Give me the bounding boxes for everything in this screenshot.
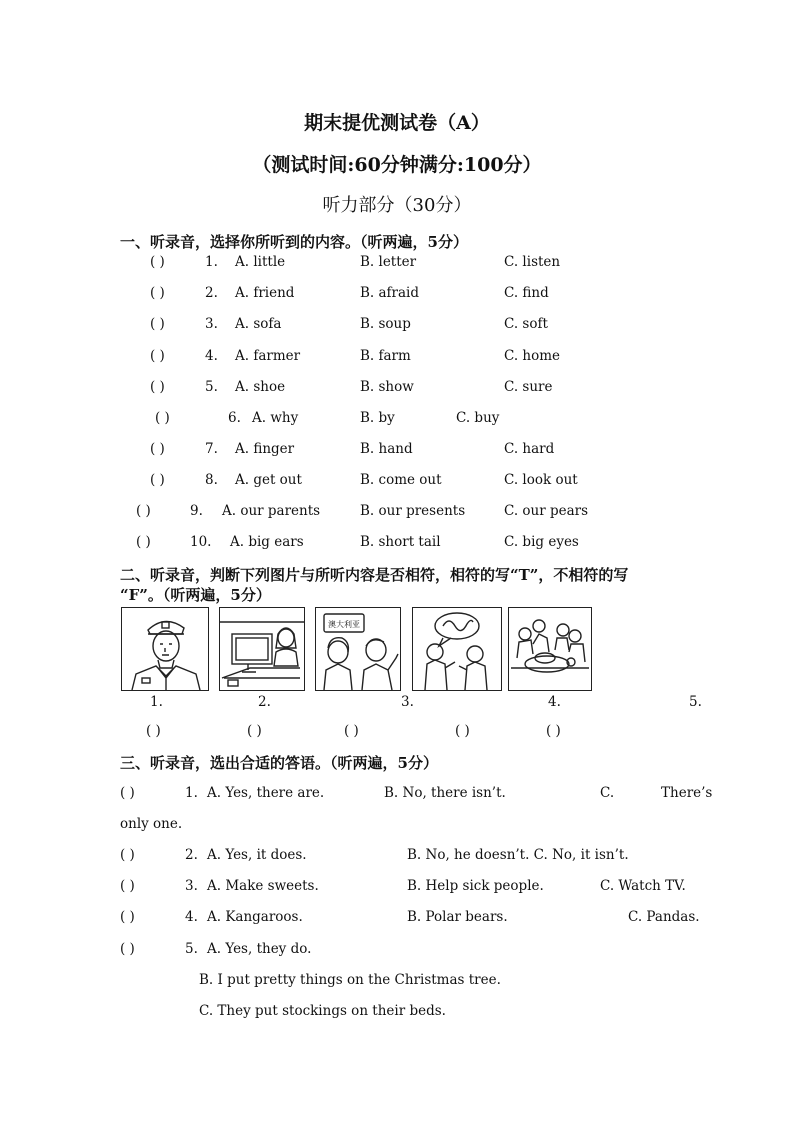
s1-q9-option-b: B. our presents [360,503,466,519]
s1-q1-option-b: B. letter [360,254,417,270]
s3-q3-num: 3. [185,878,198,894]
s3-q1-paren[interactable]: ( ) [120,785,135,801]
s1-q8-num: 8. [205,472,218,488]
s3-q4-option-b: B. Polar bears. [407,909,508,925]
s3-q1-num: 1. [185,785,198,801]
s1-q10-paren[interactable]: ( ) [136,534,151,550]
section2-heading-line1: 二、听录音，判断下列图片与所听内容是否相符，相符的写“T”，不相符的写 [120,566,629,584]
s1-q7-paren[interactable]: ( ) [150,441,165,457]
s1-q10-option-c: C. big eyes [504,534,579,550]
section3-heading: 三、听录音，选出合适的答语。（听两遍，5分） [120,754,438,772]
s1-q1-num: 1. [205,254,218,270]
s1-q7-option-c: C. hard [504,441,555,457]
s3-q1-option-c-text: There’s [661,785,713,801]
section1-heading: 一、听录音，选择你所听到的内容。（听两遍，5分） [120,233,468,251]
s1-q10-option-a: A. big ears [230,534,304,550]
s3-q2-paren[interactable]: ( ) [120,847,135,863]
s1-q10-num: 10. [190,534,212,550]
s1-q8-option-b: B. come out [360,472,442,488]
s1-q3-option-c: C. soft [504,316,548,332]
s1-q2-num: 2. [205,285,218,301]
picture-3-australia [315,607,401,691]
page-title: 期末提优测试卷（A） [304,112,490,134]
picture-number-3: 3. [401,694,414,710]
section2-heading-line2: “F”。（听两遍，5分） [120,586,271,604]
s1-q4-option-c: C. home [504,348,561,364]
picture-2-computer [219,607,305,691]
s3-q1-option-c: C. [600,785,615,801]
s1-q8-paren[interactable]: ( ) [150,472,165,488]
s3-q5-option-b: B. I put pretty things on the Christmas tree. [199,972,501,988]
s1-q9-num: 9. [190,503,203,519]
s1-q8-option-c: C. look out [504,472,578,488]
picture-number-5: 5. [689,694,702,710]
s1-q1-option-a: A. little [235,254,286,270]
s3-q5-option-c: C. They put stockings on their beds. [199,1003,446,1019]
s3-q3-option-a: A. Make sweets. [207,878,319,894]
picture-5-family-dinner [508,607,592,691]
s1-q7-option-b: B. hand [360,441,413,457]
s3-q1-continuation: only one. [120,816,183,832]
s1-q9-option-c: C. our pears [504,503,589,519]
s1-q4-num: 4. [205,348,218,364]
s3-q5-option-a: A. Yes, they do. [207,941,312,957]
s1-q1-option-c: C. listen [504,254,561,270]
s1-q5-paren[interactable]: ( ) [150,379,165,395]
s1-q6-num: 6. [228,410,241,426]
s1-q3-option-a: A. sofa [235,316,282,332]
s1-q6-option-a: A. why [252,410,299,426]
page-subtitle: （测试时间:60分钟满分:100分） [252,154,542,176]
s1-q8-option-a: A. get out [235,472,302,488]
s1-q5-option-b: B. show [360,379,414,395]
s1-q7-num: 7. [205,441,218,457]
s1-q6-option-c: C. buy [456,410,500,426]
picture-number-2: 2. [258,694,271,710]
s3-q2-num: 2. [185,847,198,863]
picture-number-4: 4. [548,694,561,710]
answer-blank-1[interactable]: ( ) [146,723,161,739]
s1-q5-num: 5. [205,379,218,395]
picture-4-snake-talk [412,607,502,691]
s3-q4-paren[interactable]: ( ) [120,909,135,925]
s3-q3-paren[interactable]: ( ) [120,878,135,894]
s3-q2-option-a: A. Yes, it does. [207,847,307,863]
s3-q1-option-a: A. Yes, there are. [207,785,325,801]
s1-q3-num: 3. [205,316,218,332]
answer-blank-5[interactable]: ( ) [546,723,561,739]
s3-q3-option-b: B. Help sick people. [407,878,544,894]
answer-blank-2[interactable]: ( ) [247,723,262,739]
s1-q2-paren[interactable]: ( ) [150,285,165,301]
picture-1-policeman [121,607,209,691]
s3-q4-option-c: C. Pandas. [628,909,700,925]
answer-blank-3[interactable]: ( ) [344,723,359,739]
s1-q9-paren[interactable]: ( ) [136,503,151,519]
s1-q9-option-a: A. our parents [222,503,321,519]
picture-number-1: 1. [150,694,163,710]
s1-q5-option-a: A. shoe [235,379,286,395]
s3-q2-options-bc: B. No, he doesn’t. C. No, it isn’t. [407,847,629,863]
s1-q3-option-b: B. soup [360,316,411,332]
s1-q5-option-c: C. sure [504,379,553,395]
answer-blank-4[interactable]: ( ) [455,723,470,739]
s3-q4-num: 4. [185,909,198,925]
s1-q2-option-c: C. find [504,285,549,301]
part-heading: 听力部分（30分） [322,195,472,216]
s3-q5-num: 5. [185,941,198,957]
s1-q1-paren[interactable]: ( ) [150,254,165,270]
s3-q3-option-c: C. Watch TV. [600,878,686,894]
s1-q4-option-b: B. farm [360,348,411,364]
s1-q4-option-a: A. farmer [235,348,301,364]
s1-q4-paren[interactable]: ( ) [150,348,165,364]
s1-q2-option-b: B. afraid [360,285,420,301]
s3-q1-option-b: B. No, there isn’t. [384,785,506,801]
s1-q7-option-a: A. finger [235,441,295,457]
s1-q6-paren[interactable]: ( ) [155,410,170,426]
s3-q4-option-a: A. Kangaroos. [207,909,303,925]
s3-q5-paren[interactable]: ( ) [120,941,135,957]
s1-q2-option-a: A. friend [235,285,295,301]
s1-q3-paren[interactable]: ( ) [150,316,165,332]
picture-sign-text: 澳大利亚 [328,620,360,629]
s1-q6-option-b: B. by [360,410,395,426]
s1-q10-option-b: B. short tail [360,534,441,550]
